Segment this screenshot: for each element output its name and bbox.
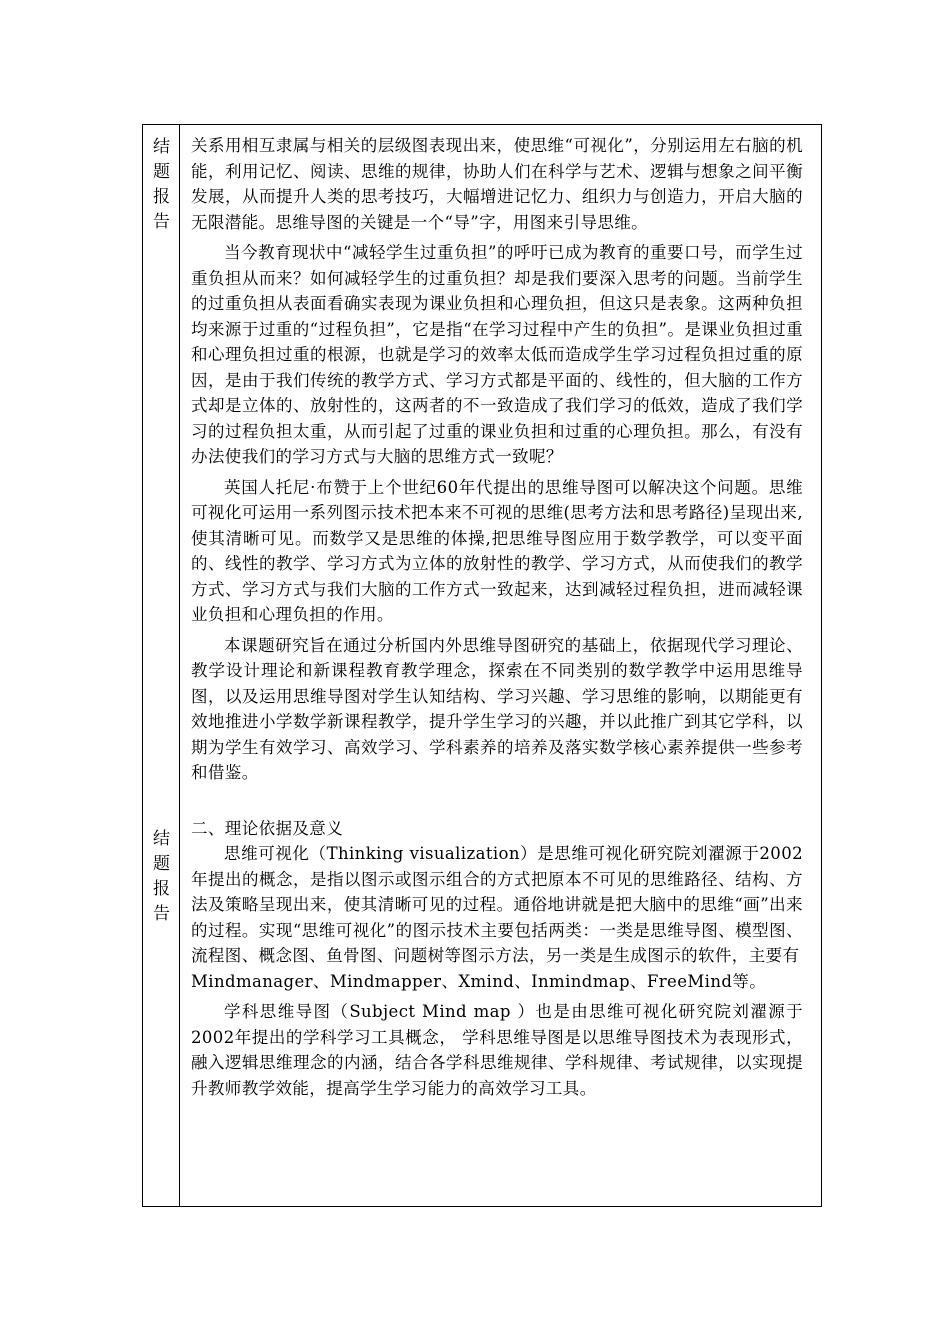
side-label-top [143,135,180,235]
side-label-char: 题 [153,854,170,874]
paragraph-thinking-visualization: 思维可视化（Thinking visualization）是思维可视化研究院刘濯源于2002年提出的概念，是指以图示或图示组合的方式把原本不可见的思维路径、结构、方法及策略呈现出来，使其清晰可见的过程。通俗地讲就是把大脑中的思维“画”出来的过程。实现“思维可视化”的图示技术主要包括两类：一类是思维导图、模型图、流程图、概念图、鱼骨图、问题树等图示方法，另一类是生成图示的软件，主要有 [191,844,803,965]
report-content [191,133,803,1106]
paragraph-tony-buzan: 英国人托尼·布赞于上个世纪60年代提出的思维导图可以解决这个问题。思维可视化可运用一系列图示技术把本来不可视的思维(思考方法和思考路径)呈现出来,使其清晰可见。而数学又是思维的体操,把思维导图应用于数学教学，可以变平面的、线性的教学、学习方式为立体的放射性的教学、学习方式，从而使我们的教学方式、学习方式与我们大脑的工作方式一致起来，达到减轻过程负担，进而减轻课业负担和心理负担的作用。 [191,477,803,624]
paragraph-research-aim: 本课题研究旨在通过分析国内外思维导图研究的基础上，依据现代学习理论、教学设计理论和新课程教育教学理念，探索在不同类别的数学教学中运用思维导图，以及运用思维导图对学生认知结构、学习兴趣、学习思维的影响，以期能更有效地推进小学数学新课程教学，提升学生学习的兴趣，并以此推广到其它学科，以期为学生有效学习、高效学习、学科素养的培养及落实数学核心素养提供一些参考和借鉴。 [191,635,803,782]
paragraph-intro-continued: 关系用相互隶属与相关的层级图表现出来，使思维“可视化”，分别运用左右脑的机能，利用记忆、阅读、思维的规律，协助人们在科学与艺术、逻辑与想象之间平衡发展，从而提升人类的思考技巧，大幅增进记忆力、组织力与创造力，开启大脑的无限潜能。思维导图的关键是一个“导”字，用图来引导思维。 [191,136,803,232]
section-heading: 二、理论依据及意义 [191,818,344,838]
side-label-char: 结 [153,829,170,849]
side-label-char: 题 [153,162,170,182]
software-list: Mindmanager、Mindmapper、Xmind、Inmindmap、FreeMind等。 [191,971,767,991]
side-label-char: 报 [153,187,170,207]
report-table [142,124,822,1207]
side-label-char: 告 [153,904,170,924]
label-column [143,125,180,1206]
paragraph-burden: 当今教育现状中“减轻学生过重负担”的呼吁已成为教育的重要口号，而学生过重负担从而来？如何减轻学生的过重负担？却是我们要深入思考的问题。当前学生的过重负担从表面看确实表现为课业负担和心理负担，但这只是表象。这两种负担均来源于过重的“过程负担”，它是指“在学习过程中产生的负担”。是课业负担过重和心理负担过重的根源，也就是学习的效率太低而造成学生学习过程负担过重的原因，是由于我们传统的教学方式、学习方式都是平面的、线性的，但大脑的工作方式却是立体的、放射性的，这两者的不一致造成了我们学习的低效，造成了我们学习的过程负担太重，从而引起了过重的课业负担和过重的心理负担。那么，有没有办法使我们的学习方式与大脑的思维方式一致呢？ [191,243,803,466]
side-label-char: 告 [153,212,170,232]
side-label-char: 结 [153,137,170,157]
side-label-mid [143,827,180,927]
side-label-char: 报 [153,879,170,899]
paragraph-subject-mind-map: 学科思维导图（Subject Mind map ）也是由思维可视化研究院刘濯源于2002年提出的学科学习工具概念， 学科思维导图是以思维导图技术为表现形式，融入逻辑思维理念的内涵，结合各学科思维规律、学科规律、考试规律，以实现提升教师教学效能，提高学生学习能力的高效学习工具。 [191,1002,803,1098]
